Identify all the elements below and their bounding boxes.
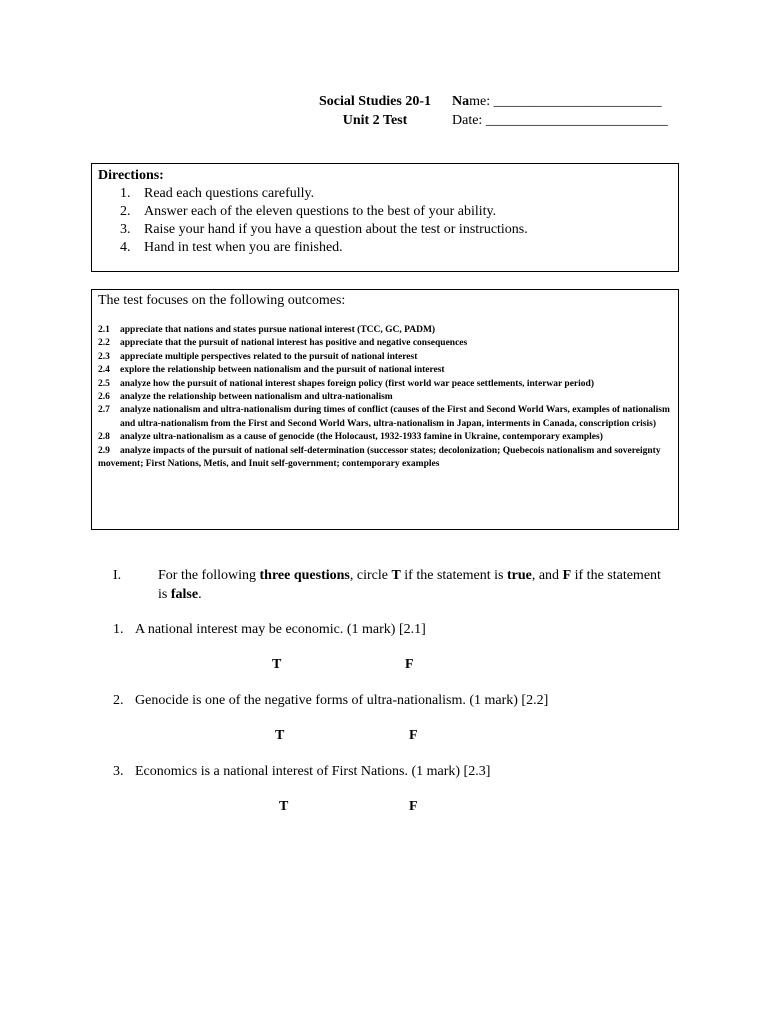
question: 1. A national interest may be economic. (1 mark) [2.1] <box>113 622 426 637</box>
outcomes-box <box>91 289 679 530</box>
question: 2. Genocide is one of the negative forms of ultra-nationalism. (1 mark) [2.2] <box>113 693 549 708</box>
outcome-item: 2.7 analyze nationalism and ultra-nationalism during times of conflict (causes of the First and Second World Wars, examples of nationalism and ultra-nationalism from the First and Second World Wars, ultra-nationalism in Japan, interments in Canada, conscription crisis) <box>98 405 670 429</box>
outcome-item: 2.4 explore the relationship between nationalism and the pursuit of national interest <box>98 365 445 376</box>
directions-title: Directions: <box>98 168 164 183</box>
true-option[interactable]: T <box>272 657 282 672</box>
directions-item: 4. Hand in test when you are finished. <box>120 240 343 255</box>
outcome-item: 2.9 analyze impacts of the pursuit of national self-determination (successor states; decolonization; Quebecois nationalism and sovereignty movement; First Nations, Metis, and Inuit self-government; contemporary examples <box>98 445 661 470</box>
directions-item: 2. Answer each of the eleven questions to the best of your ability. <box>120 204 497 219</box>
outcomes-intro: The test focuses on the following outcomes: <box>98 293 346 308</box>
directions-list <box>98 185 672 257</box>
false-option[interactable]: F <box>409 799 418 814</box>
directions-item: 1. Read each questions carefully. <box>120 186 315 201</box>
outcome-item: 2.5 analyze how the pursuit of national interest shapes foreign policy (first world war peace settlements, interwar period) <box>98 378 594 389</box>
section-instructions: For the following three questions, circle T if the statement is true, and F if the statement is false. <box>158 568 661 602</box>
outcomes-list <box>98 324 672 471</box>
course-title: Social Studies 20-1 <box>318 94 431 109</box>
outcome-item: 2.3 appreciate multiple perspectives related to the pursuit of national interest <box>98 351 418 362</box>
outcome-item: 2.8 analyze ultra-nationalism as a cause of genocide (the Holocaust, 1932-1933 famine in Ukraine, contemporary examples) <box>98 432 603 443</box>
true-option[interactable]: T <box>279 799 289 814</box>
question: 3. Economics is a national interest of First Nations. (1 mark) [2.3] <box>113 764 491 779</box>
directions-item: 3. Raise your hand if you have a question about the test or instructions. <box>120 222 528 237</box>
test-title: Unit 2 Test <box>342 113 408 128</box>
name-field[interactable]: Name: ________________________ <box>452 94 662 109</box>
outcome-item: 2.1 appreciate that nations and states pursue national interest (TCC, GC, PADM) <box>98 325 436 335</box>
false-option[interactable]: F <box>409 728 418 743</box>
true-option[interactable]: T <box>275 728 285 743</box>
student-info <box>452 92 668 130</box>
date-field[interactable]: Date: __________________________ <box>452 113 668 128</box>
section-roman: I. <box>113 568 122 583</box>
outcome-item: 2.2 appreciate that the pursuit of national interest has positive and negative consequences <box>98 338 468 349</box>
false-option[interactable]: F <box>405 657 414 672</box>
outcome-item: 2.6 analyze the relationship between nationalism and ultra-nationalism <box>98 392 393 403</box>
course-header <box>305 92 445 130</box>
directions-box <box>91 163 679 272</box>
